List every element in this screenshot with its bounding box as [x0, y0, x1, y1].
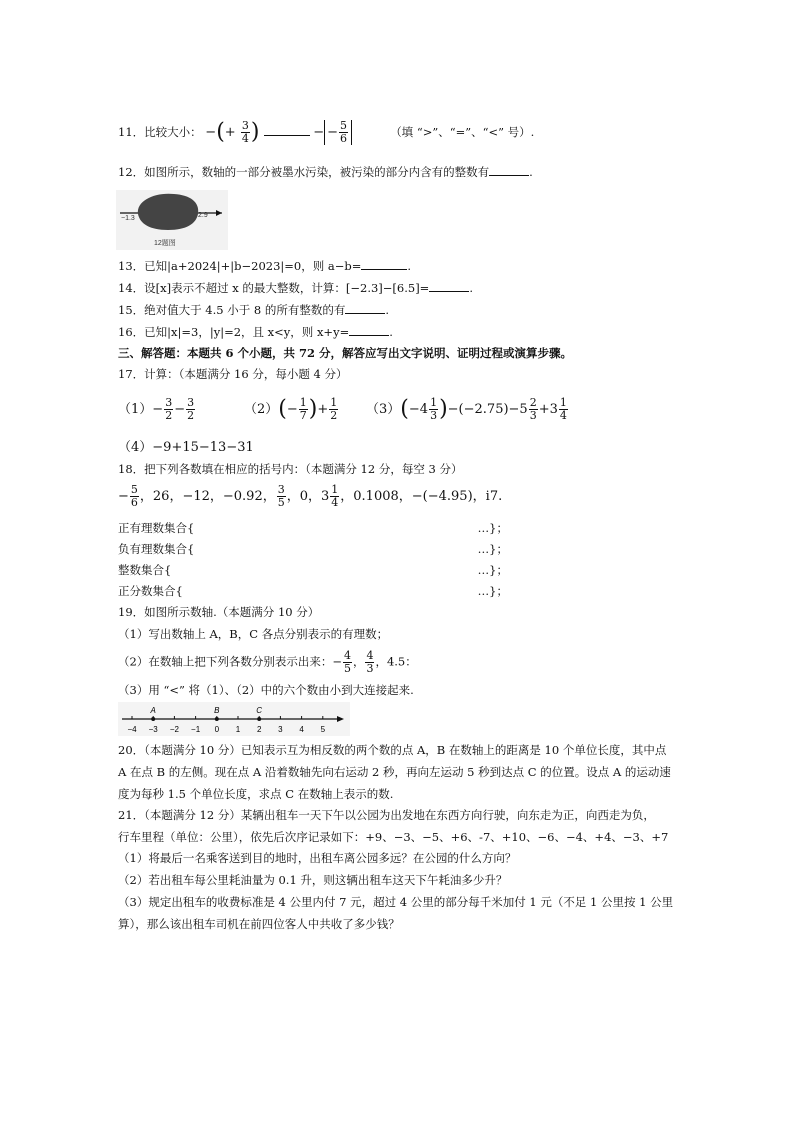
question-12: 12．如图所示，数轴的一部分被墨水污染，被污染的部分内含有的整数有 .	[118, 165, 533, 179]
set-positive-rational: 正有理数集合{ …}；	[118, 521, 508, 535]
fraction: $\frac{5}{6}$	[340, 119, 348, 145]
answer-blank	[349, 335, 389, 336]
q21-line-2: 行车里程（单位：公里），依先后次序记录如下：+9、−3、−5、+6、-7、+10、−6、−4、+4、−3、+7	[118, 830, 669, 844]
fraction: $\frac{3}{2}$	[165, 396, 173, 422]
q17-part1: （1）− $\frac{3}{2}$ − $\frac{3}{2}$	[118, 396, 195, 422]
figure-caption: 12题图	[154, 240, 176, 247]
number-line-figure	[118, 702, 350, 736]
answer-blank	[429, 291, 469, 292]
point-c	[257, 717, 261, 721]
q17-part3: （3）(−4 $\frac{1}{3}$ )−(−2.75)−5 $\frac{2}{3}$ +3 $\frac{1}{4}$	[366, 396, 567, 422]
fraction: $\frac{1}{7}$	[299, 396, 307, 422]
ink-stained-number-line-figure	[116, 190, 228, 250]
set-positive-fractions: 正分数集合{ …}；	[118, 584, 508, 598]
answer-blank	[264, 135, 310, 136]
q11-label: 11．比较大小：	[118, 125, 202, 139]
point-b	[215, 717, 219, 721]
fraction: $\frac{1}{2}$	[330, 396, 338, 422]
section-heading: 三、解答题：本题共 6 个小题，共 72 分，解答应写出文字说明、证明过程或演算步骤。	[118, 346, 573, 360]
tick-label: −4	[127, 725, 137, 734]
fraction: $\frac{4}{5}$	[343, 649, 351, 675]
set-integers: 整数集合{ …}；	[118, 563, 508, 577]
answer-blank	[345, 313, 385, 314]
q19-part3: （3）用 “<” 将（1）、（2）中的六个数由小到大连接起来.	[118, 683, 414, 697]
fraction: $\frac{1}{4}$	[331, 483, 339, 509]
q19-title: 19．如图所示数轴.（本题满分 10 分）	[118, 605, 320, 619]
tick-label: 0	[214, 725, 220, 734]
point-label: C	[256, 706, 263, 715]
question-13: 13．已知|a+2024|+|b−2023|=0，则 a−b= .	[118, 259, 412, 273]
tick-label: 4	[299, 725, 304, 734]
q11-expr-left: −(+ $\frac{3}{4}$ )	[205, 119, 260, 145]
q17-title: 17．计算：（本题满分 16 分，每小题 4 分）	[118, 367, 348, 381]
q21-part3-line-2: 算），那么该出租车司机在前四位客人中共收了多少钱？	[118, 917, 400, 931]
tick-label: −1	[191, 725, 201, 734]
fraction: $\frac{1}{3}$	[430, 396, 438, 422]
q20-line-1: 20．（本题满分 10 分）已知表示互为相反数的两个数的点 A，B 在数轴上的距离是 10 个单位长度，其中点	[118, 743, 667, 757]
q21-part3-line-1: （3）规定出租车的收费标准是 4 公里内付 7 元，超过 4 公里的部分每千米加付 1 元（不足 1 公里按 1 公里	[118, 895, 674, 909]
point-a	[151, 717, 155, 721]
left-value-label: −1.3	[121, 215, 135, 222]
q18-title: 18．把下列各数填在相应的括号内：（本题满分 12 分，每空 3 分）	[118, 462, 463, 476]
answer-blank	[361, 269, 407, 270]
q18-number-list: − $\frac{5}{6}$ ，26，−12，−0.92， $\frac{3}{5}$ ，0，3 $\frac{1}{4}$ ，0.1008，−(−4.95)，i7.	[118, 483, 503, 509]
fraction: $\frac{2}{3}$	[529, 396, 537, 422]
answer-blank	[489, 175, 529, 176]
q21-part2: （2）若出租车每公里耗油量为 0.1 升，则这辆出租车这天下午耗油多少升？	[118, 873, 508, 887]
q21-part1: （1）将最后一名乘客送到目的地时，出租车离公园多远？在公园的什么方向？	[118, 851, 517, 865]
question-14: 14．设[x]表示不超过 x 的最大整数，计算：[−2.3]−[6.5]= .	[118, 281, 473, 295]
fraction: $\frac{4}{3}$	[366, 649, 374, 675]
fraction: $\frac{5}{6}$	[130, 483, 138, 509]
q19-part2: （2）在数轴上把下列各数分别表示出来：− $\frac{4}{5}$ ， $\frac{4}{3}$ ，4.5：	[118, 649, 417, 675]
question-15: 15．绝对值大于 4.5 小于 8 的所有整数的有 .	[118, 303, 390, 317]
q17-part2: （2）(− $\frac{1}{7}$ )+ $\frac{1}{2}$	[244, 396, 338, 422]
fraction: $\frac{3}{2}$	[187, 396, 195, 422]
ink-stain	[138, 194, 198, 230]
tick-label: 2	[256, 725, 262, 734]
q19-part1: （1）写出数轴上 A，B，C 各点分别表示的有理数；	[118, 627, 389, 641]
q11-expr-right: − − $\frac{5}{6}$	[313, 125, 356, 140]
question-16: 16．已知|x|=3，|y|=2，且 x<y，则 x+y= .	[118, 325, 393, 339]
q17-part4: （4）−9+15−13−31	[118, 440, 254, 455]
tick-label: 1	[235, 725, 241, 734]
q21-line-1: 21．（本题满分 12 分）某辆出租车一天下午以公园为出发地在东西方向行驶，向东走为正，向西走为负，	[118, 808, 655, 822]
tick-label: −2	[169, 725, 179, 734]
tick-label: 5	[320, 725, 326, 734]
fraction: $\frac{1}{4}$	[559, 396, 567, 422]
fraction: $\frac{3}{5}$	[277, 483, 285, 509]
tick-label: 3	[278, 725, 283, 734]
question-11	[118, 120, 534, 145]
set-negative-rational: 负有理数集合{ …}；	[118, 542, 508, 556]
fraction: $\frac{3}{4}$	[241, 119, 249, 145]
right-value-label: 2.9	[198, 212, 208, 219]
q20-line-3: 度为每秒 1.5 个单位长度，求点 C 在数轴上表示的数.	[118, 787, 394, 801]
q11-hint: （填 “>”、“=”、“<” 号）.	[390, 125, 535, 139]
tick-label: −3	[148, 725, 158, 734]
q20-line-2: A 在点 B 的左侧。现在点 A 沿着数轴先向右运动 2 秒，再向左运动 5 秒到达点 C 的位置。设点 A 的运动速	[118, 765, 671, 779]
point-label: A	[150, 706, 156, 715]
point-label: B	[214, 706, 220, 715]
